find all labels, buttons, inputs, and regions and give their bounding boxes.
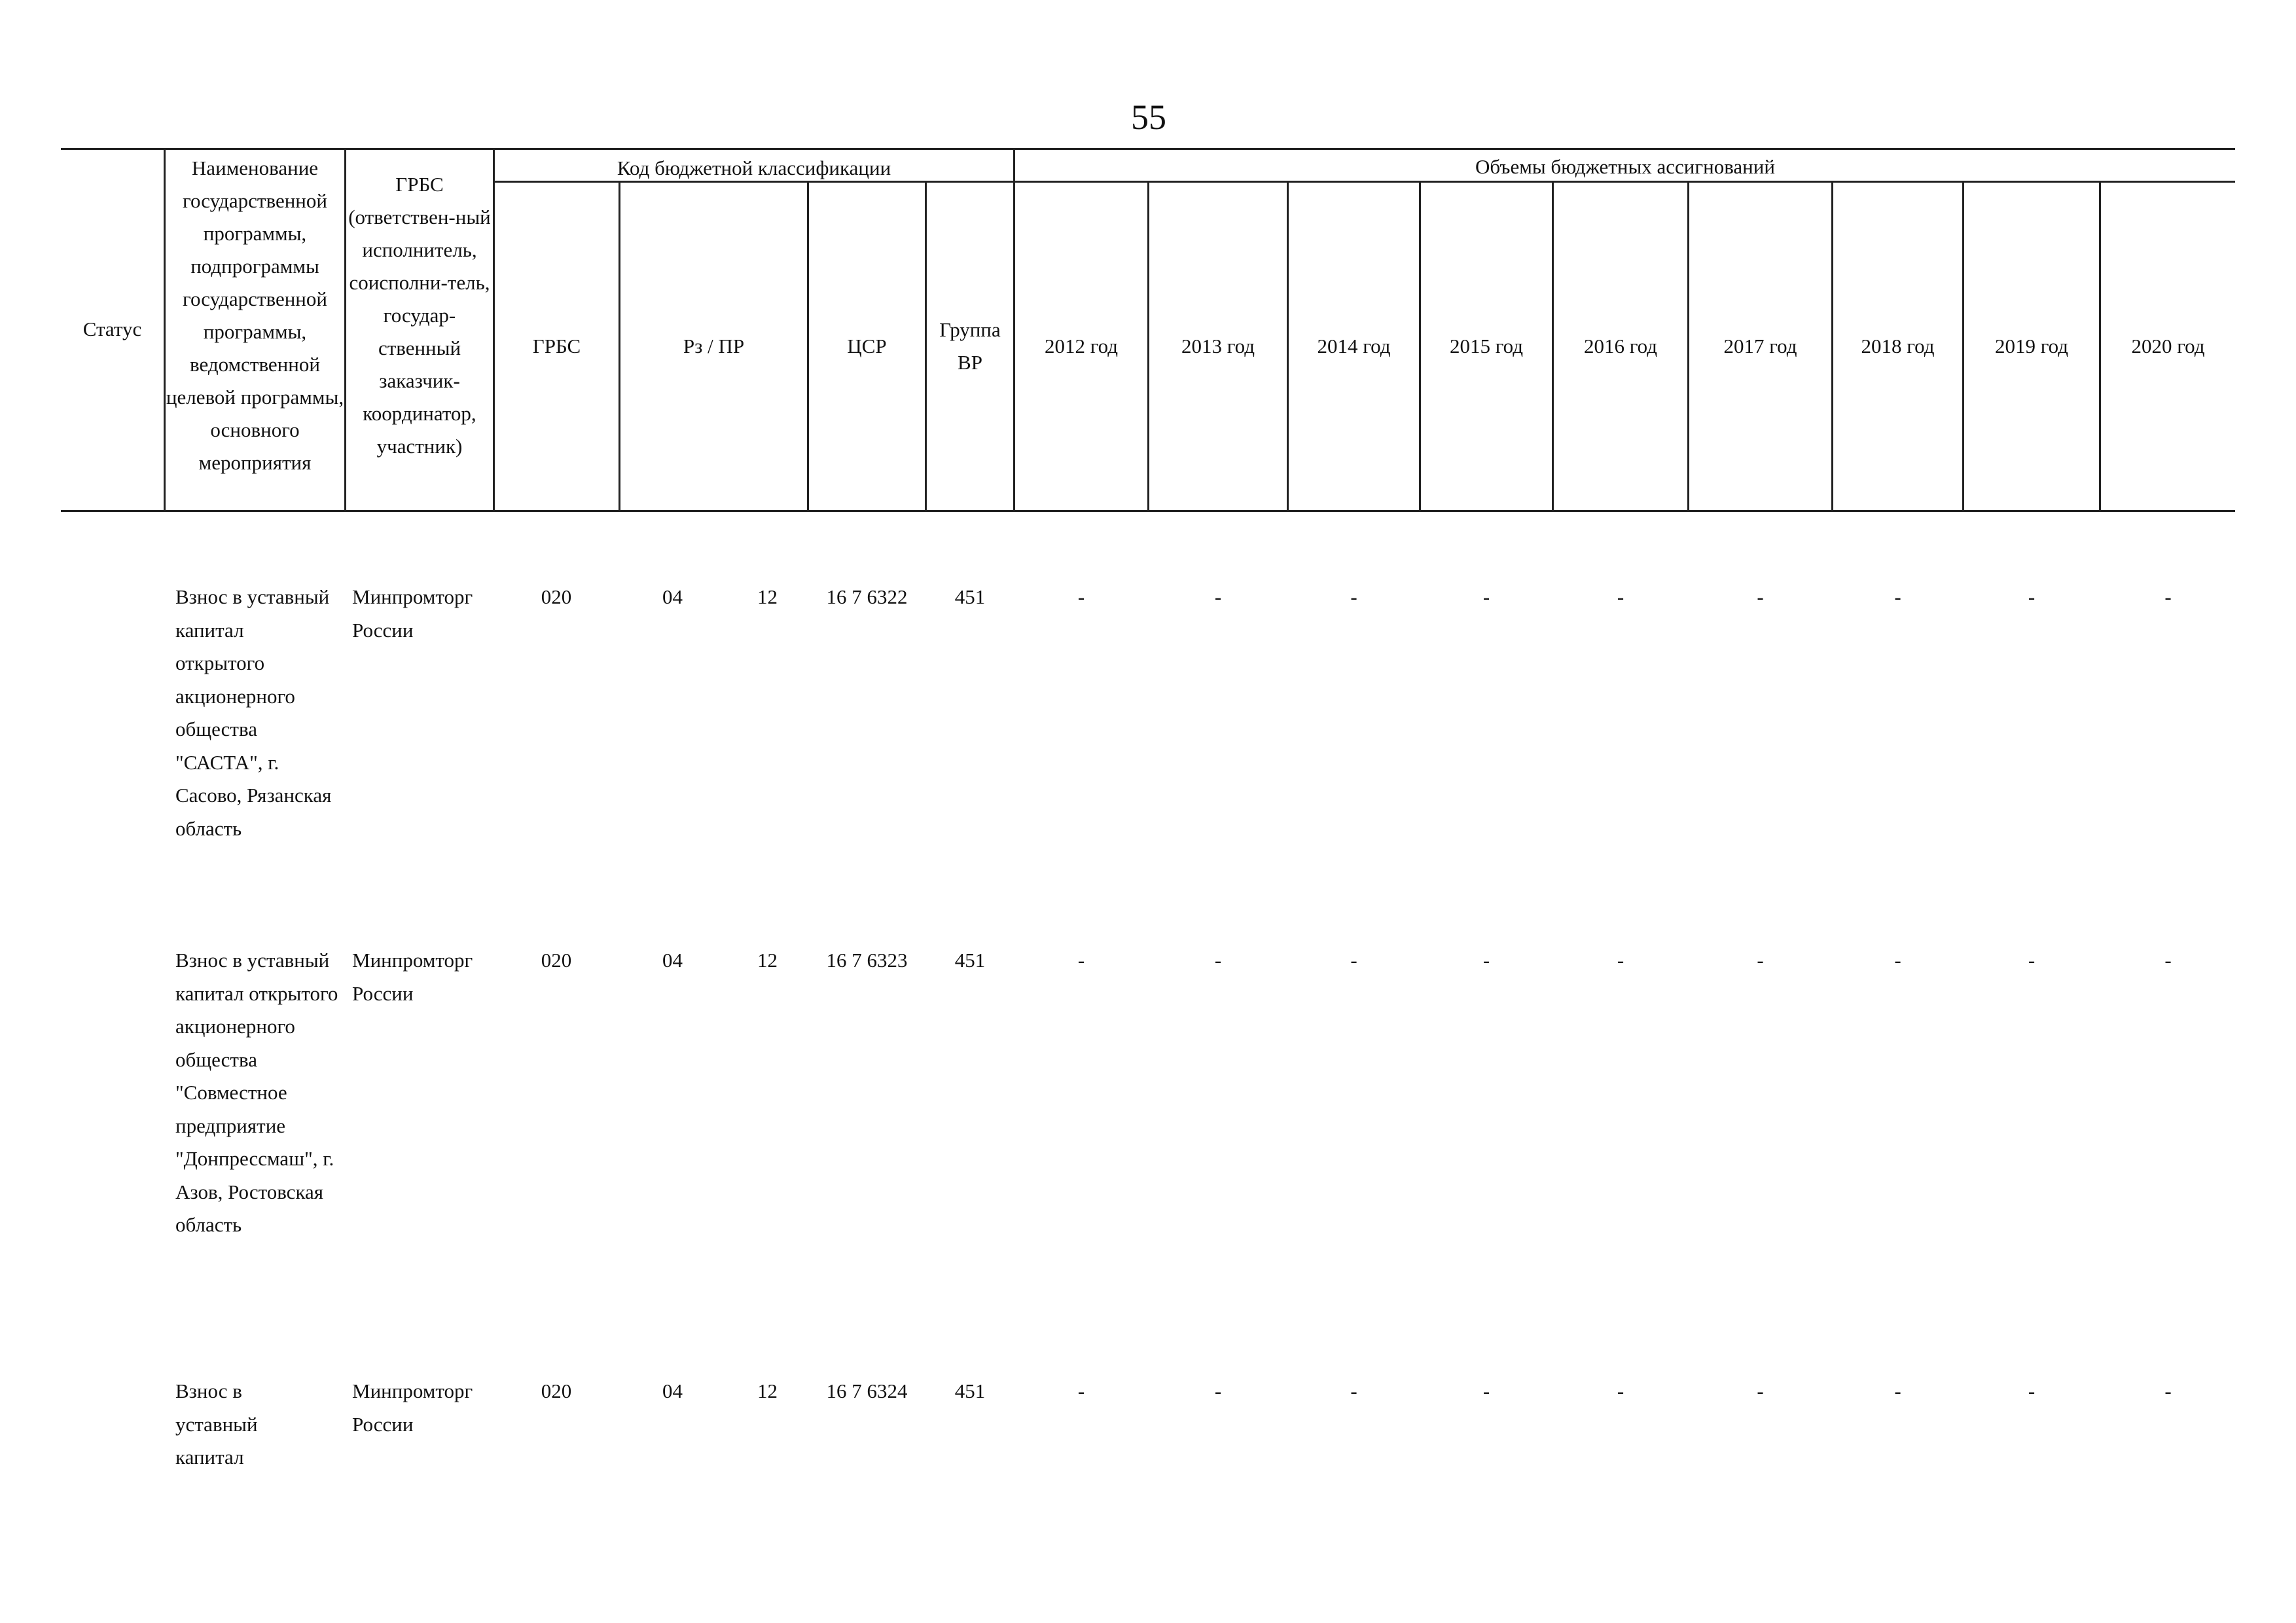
row-2-value-2017: - <box>1757 949 1764 972</box>
header-year-2017: 2017 год <box>1723 335 1797 357</box>
row-3-value-2019: - <box>2028 1379 2036 1402</box>
row-3-value-2012: - <box>1077 1379 1085 1402</box>
header-year-2018: 2018 год <box>1861 335 1935 357</box>
row-2-value-2018: - <box>1894 949 1901 972</box>
header-year-2014: 2014 год <box>1317 335 1391 357</box>
row-3-grbs-code: 020 <box>541 1379 572 1402</box>
row-2-name: Взнос в уставный капитал открытого акционерного общества "Совместное предприятие "Донпрессмаш", г. Азов, Ростовская область <box>175 949 338 1236</box>
row-3-grbs-name: Минпромторг России <box>352 1379 473 1436</box>
header-allocations-group: Объемы бюджетных ассигнований <box>1475 155 1775 178</box>
header-top-rule <box>61 148 2235 150</box>
row-3-pr: 12 <box>757 1379 778 1402</box>
header-year-2019: 2019 год <box>1994 335 2069 357</box>
row-2-value-2019: - <box>2028 949 2036 972</box>
row-2-grbs-name: Минпромторг России <box>352 949 473 1005</box>
row-2-pr: 12 <box>757 949 778 972</box>
header-status: Статус <box>82 317 142 340</box>
header-grbs-responsible: ГРБС (ответствен-ный исполнитель, соисполни-тель, государ-ственный заказчик-координатор, участник) <box>348 173 491 458</box>
header-csr: ЦСР <box>847 335 887 357</box>
row-2-value-2016: - <box>1617 949 1624 972</box>
row-1-value-2013: - <box>1214 585 1222 608</box>
row-1-value-2020: - <box>2164 585 2172 608</box>
row-1-pr: 12 <box>757 585 778 608</box>
header-year-2020: 2020 год <box>2131 335 2205 357</box>
row-2-value-2014: - <box>1350 949 1357 972</box>
row-3-value-2013: - <box>1214 1379 1222 1402</box>
row-3-group-vr: 451 <box>954 1379 986 1402</box>
row-3-value-2016: - <box>1617 1379 1624 1402</box>
row-2-value-2013: - <box>1214 949 1222 972</box>
row-2-grbs-code: 020 <box>541 949 572 972</box>
row-1-name: Взнос в уставный капитал открытого акционерного общества "САСТА", г. Сасово, Рязанская область <box>175 585 332 840</box>
header-grbs-code: ГРБС <box>532 335 581 357</box>
row-1-value-2019: - <box>2028 585 2036 608</box>
header-year-2015: 2015 год <box>1449 335 1524 357</box>
row-2-rz: 04 <box>662 949 683 972</box>
row-1-value-2016: - <box>1617 585 1624 608</box>
row-3-rz: 04 <box>662 1379 683 1402</box>
row-1-grbs-code: 020 <box>541 585 572 608</box>
row-1-group-vr: 451 <box>954 585 986 608</box>
row-3-value-2015: - <box>1482 1379 1490 1402</box>
header-rz-pr: Рз / ПР <box>683 335 745 357</box>
row-3-value-2018: - <box>1894 1379 1901 1402</box>
header-year-2016: 2016 год <box>1583 335 1658 357</box>
header-budget-code-group: Код бюджетной классификации <box>617 156 891 179</box>
row-1-value-2014: - <box>1350 585 1357 608</box>
row-1-rz: 04 <box>662 585 683 608</box>
row-1-value-2012: - <box>1077 585 1085 608</box>
header-year-2012: 2012 год <box>1044 335 1119 357</box>
header-program-name: Наименование государственной программы, подпрограммы государственной программы, ведомственной целевой программы, основного мероприятия <box>166 156 344 474</box>
row-2-value-2020: - <box>2164 949 2172 972</box>
row-3-name: Взнос в уставный капитал <box>175 1379 258 1468</box>
row-2-csr: 16 7 6323 <box>826 949 908 972</box>
row-3-csr: 16 7 6324 <box>826 1379 908 1402</box>
page-number: 55 <box>1131 98 1166 137</box>
row-2-value-2012: - <box>1077 949 1085 972</box>
row-2-group-vr: 451 <box>954 949 986 972</box>
row-3-value-2020: - <box>2164 1379 2172 1402</box>
row-1-value-2017: - <box>1757 585 1764 608</box>
row-3-value-2014: - <box>1350 1379 1357 1402</box>
row-1-csr: 16 7 6322 <box>826 585 908 608</box>
row-3-value-2017: - <box>1757 1379 1764 1402</box>
header-group-vr: Группа ВР <box>939 318 1001 374</box>
row-1-value-2015: - <box>1482 585 1490 608</box>
header-year-2013: 2013 год <box>1181 335 1255 357</box>
row-1-value-2018: - <box>1894 585 1901 608</box>
row-2-value-2015: - <box>1482 949 1490 972</box>
row-1-grbs-name: Минпромторг России <box>352 585 473 642</box>
